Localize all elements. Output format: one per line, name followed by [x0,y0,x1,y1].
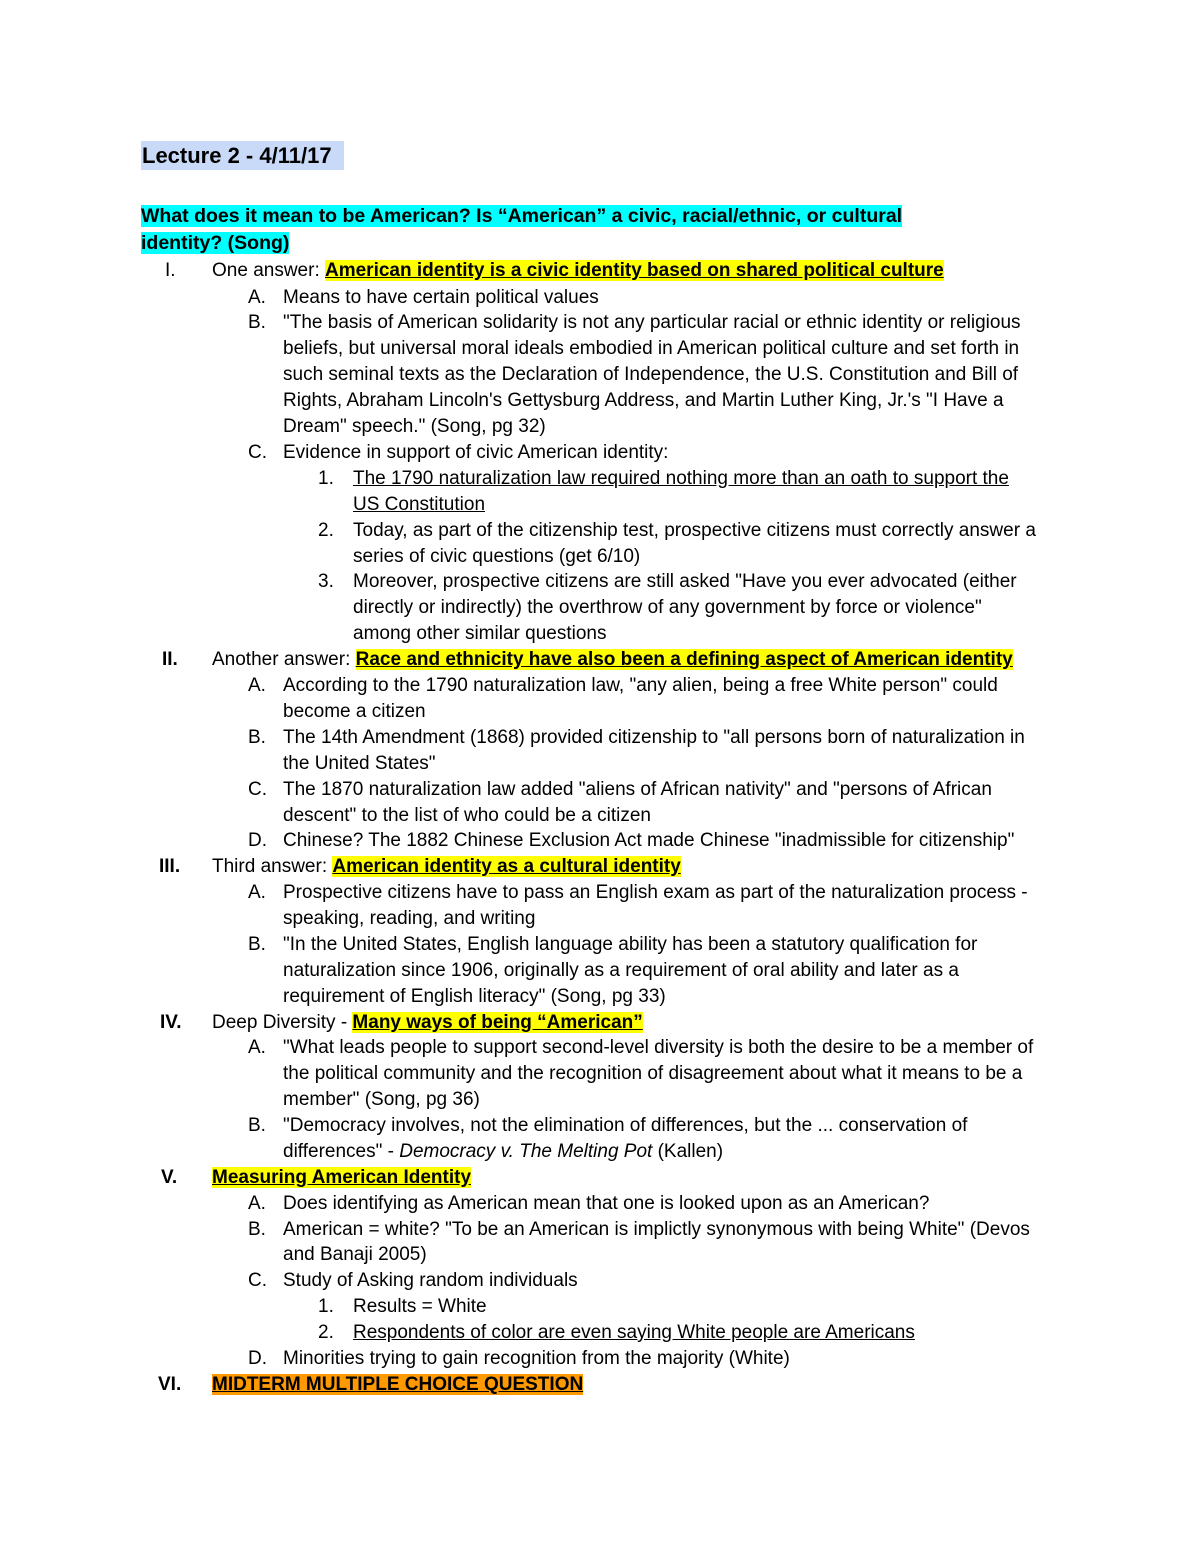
section-heading: Third answer: American identity as a cultural identity [212,856,681,877]
list-item: The 1870 naturalization law added "aliens of African nativity" and "persons of African [283,779,992,800]
list-item: Chinese? The 1882 Chinese Exclusion Act made Chinese "inadmissible for citizenship" [283,830,1015,851]
section-marker: IV. [160,1012,182,1033]
quote-line: beliefs, but universal moral ideals embodied in American political culture and set forth in [283,338,1020,359]
list-item: American = white? "To be an American is implictly synonymous with being White" (Devos [283,1219,1030,1240]
subitem-marker: 3. [318,571,334,592]
list-item: descent" to the list of who could be a citizen [283,805,651,826]
item-marker: A. [248,287,266,308]
list-item: Prospective citizens have to pass an English exam as part of the naturalization process - [283,882,1028,903]
list-item: According to the 1790 naturalization law, "any alien, being a free White person" could [283,675,998,696]
subitem-marker: 2. [318,1322,334,1343]
quote-line: "The basis of American solidarity is not any particular racial or ethnic identity or religious [283,312,1021,333]
section-heading: One answer: American identity is a civic identity based on shared political culture [212,260,944,281]
list-item: Study of Asking random individuals [283,1270,578,1291]
subitem-line: Respondents of color are even saying White people are Americans [353,1322,915,1343]
list-item: the United States" [283,753,436,774]
subitem-line: The 1790 naturalization law required nothing more than an oath to support the [353,468,1009,489]
list-item: Does identifying as American mean that one is looked upon as an American? [283,1193,930,1214]
list-item: and Banaji 2005) [283,1244,427,1265]
item-marker: D. [248,830,267,851]
list-item: Evidence in support of civic American identity: [283,442,669,463]
item-marker: B. [248,1219,266,1240]
quote-line: "Democracy involves, not the elimination of differences, but the ... conservation of [283,1115,968,1136]
quote-line: differences" - Democracy v. The Melting Pot (Kallen) [283,1141,724,1162]
list-item: Minorities trying to gain recognition from the majority (White) [283,1348,790,1369]
item-marker: A. [248,1037,266,1058]
section-heading: Deep Diversity - Many ways of being “American” [212,1012,643,1033]
subitem-line: Today, as part of the citizenship test, prospective citizens must correctly answer a [353,520,1036,541]
section-marker: VI. [158,1374,182,1395]
list-item: speaking, reading, and writing [283,908,536,929]
main-question: What does it mean to be American? Is “American” a civic, racial/ethnic, or cultural identity? (Song) [141,205,903,254]
subitem-line: series of civic questions (get 6/10) [353,546,641,567]
item-marker: A. [248,1193,266,1214]
item-marker: C. [248,1270,267,1291]
item-marker: B. [248,727,266,748]
subitem-line: among other similar questions [353,623,607,644]
list-item: become a citizen [283,701,426,722]
section-marker: I. [165,260,176,281]
quote-line: member" (Song, pg 36) [283,1089,480,1110]
subitem-marker: 1. [318,1296,334,1317]
section-heading: MIDTERM MULTIPLE CHOICE QUESTION [212,1374,584,1395]
subitem-line: US Constitution [353,494,486,515]
section-marker: II. [162,649,178,670]
list-item: The 14th Amendment (1868) provided citizenship to "all persons born of naturalization in [283,727,1025,748]
item-marker: B. [248,1115,266,1136]
quote-line: naturalization since 1906, originally as a requirement of oral ability and later as a [283,960,959,981]
item-marker: B. [248,312,266,333]
list-item: Means to have certain political values [283,287,599,308]
quote-line: such seminal texts as the Declaration of Independence, the U.S. Constitution and Bill of [283,364,1019,385]
quote-line: "In the United States, English language ability has been a statutory qualification for [283,934,978,955]
item-marker: C. [248,442,267,463]
section-marker: V. [161,1167,178,1188]
quote-line: "What leads people to support second-level diversity is both the desire to be a member of [283,1037,1034,1058]
quote-line: the political community and the recognition of disagreement about what it means to be a [283,1063,1023,1084]
subitem-line: Results = White [353,1296,487,1317]
subitem-marker: 1. [318,468,334,489]
item-marker: B. [248,934,266,955]
subitem-line: directly or indirectly) the overthrow of any government by force or violence" [353,597,982,618]
section-heading: Another answer: Race and ethnicity have also been a defining aspect of American identity [212,649,1013,670]
section-marker: III. [159,856,181,877]
section-heading: Measuring American Identity [212,1167,472,1188]
item-marker: A. [248,675,266,696]
quote-line: Dream" speech." (Song, pg 32) [283,416,546,437]
item-marker: D. [248,1348,267,1369]
item-marker: A. [248,882,266,903]
quote-line: requirement of English literacy" (Song, pg 33) [283,986,666,1007]
subitem-line: Moreover, prospective citizens are still asked "Have you ever advocated (either [353,571,1017,592]
lecture-title: Lecture 2 - 4/11/17 [141,141,356,171]
item-marker: C. [248,779,267,800]
quote-line: Rights, Abraham Lincoln's Gettysburg Address, and Martin Luther King, Jr.'s "I Have a [283,390,1004,411]
subitem-marker: 2. [318,520,334,541]
